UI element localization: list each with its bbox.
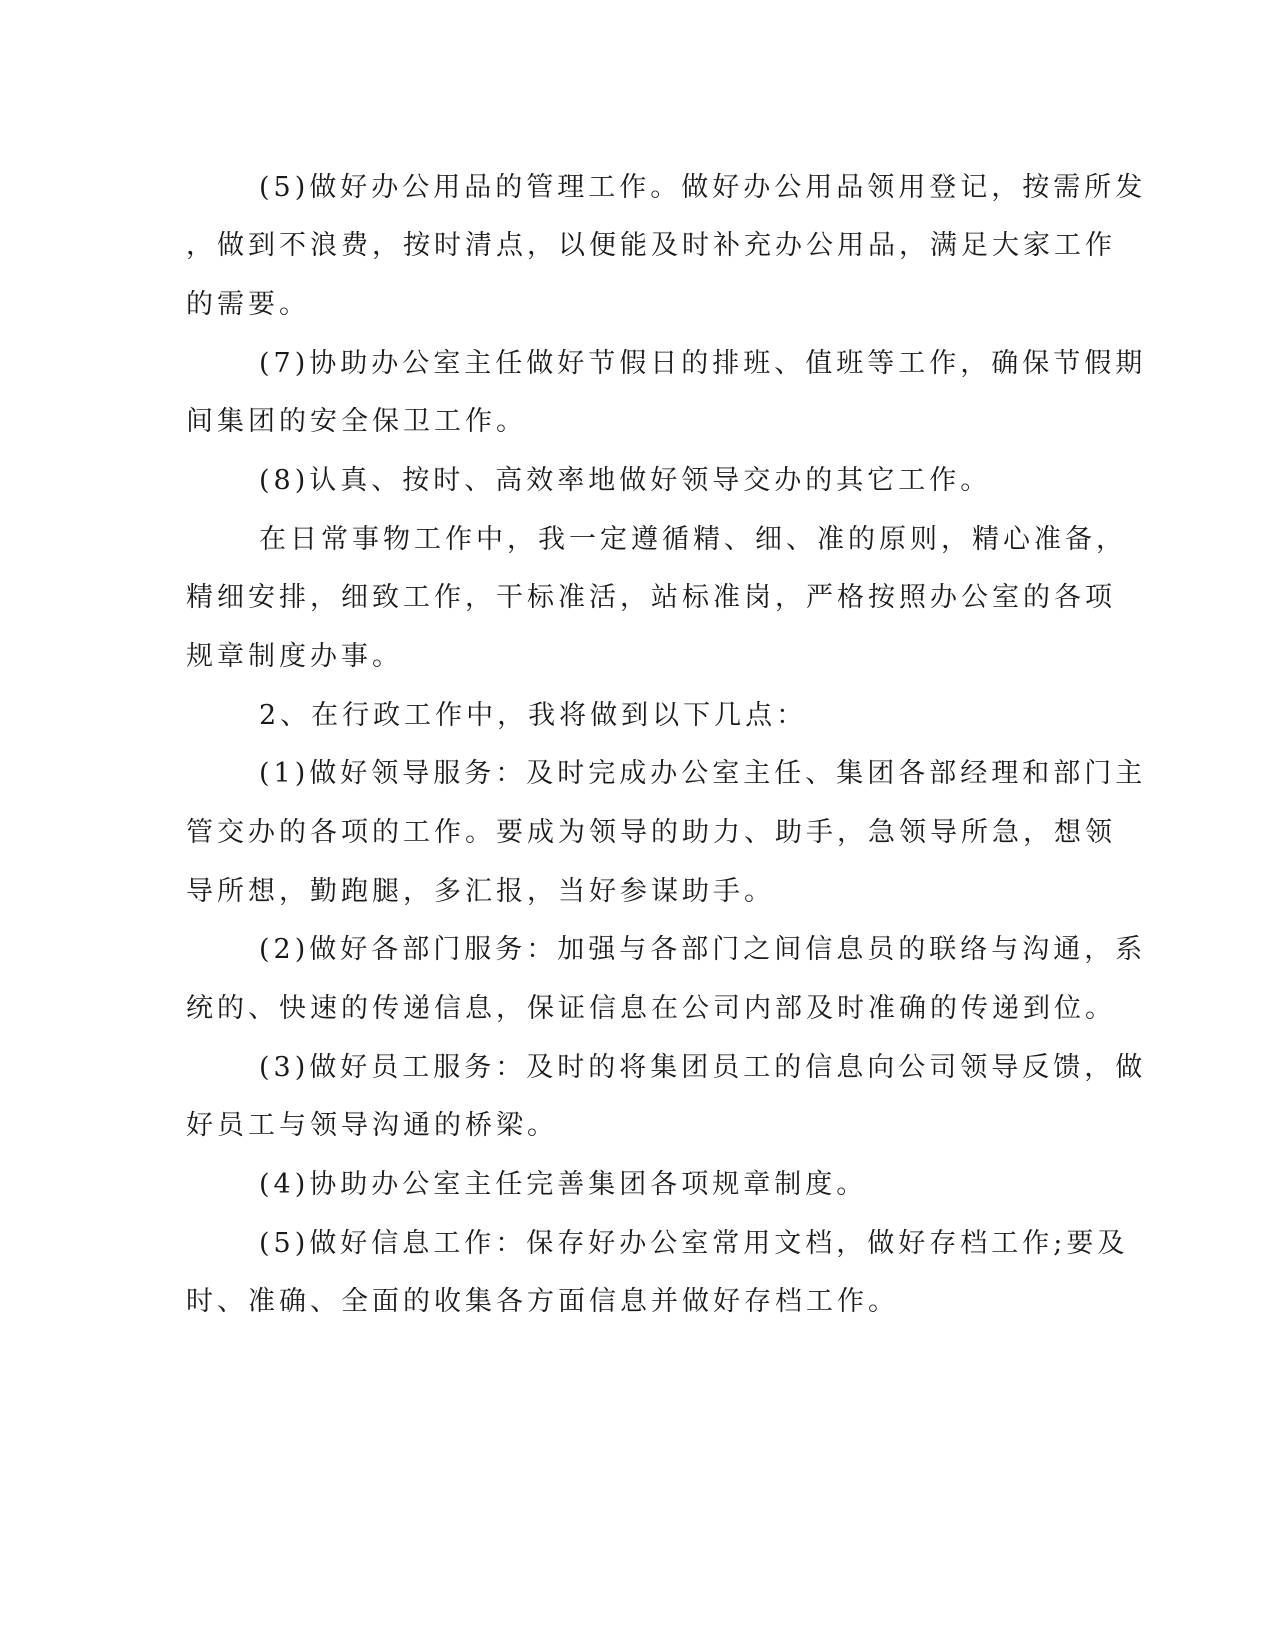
- text-line: (4)协助办公室主任完善集团各项规章制度。: [259, 1169, 868, 1200]
- text-line: (2)做好各部门服务：加强与各部门之间信息员的联络与沟通，系: [259, 934, 1147, 965]
- text-line: 的需要。: [186, 289, 310, 320]
- text-line: (8)认真、按时、高效率地做好领导交办的其它工作。: [259, 465, 992, 496]
- text-line: 精细安排，细致工作，干标准活，站标准岗，严格按照办公室的各项: [186, 582, 1116, 613]
- text-line: (7)协助办公室主任做好节假日的排班、值班等工作，确保节假期: [259, 348, 1147, 379]
- text-line: (1)做好领导服务：及时完成办公室主任、集团各部经理和部门主: [259, 758, 1147, 789]
- text-line: 间集团的安全保卫工作。: [186, 406, 527, 437]
- text-line: 2、在行政工作中，我将做到以下几点：: [259, 700, 808, 731]
- text-line: 管交办的各项的工作。要成为领导的助力、助手，急领导所急，想领: [186, 817, 1116, 848]
- text-line: 规章制度办事。: [186, 641, 403, 672]
- text-line: (3)做好员工服务：及时的将集团员工的信息向公司领导反馈，做: [259, 1052, 1147, 1083]
- text-line: (5)做好办公用品的管理工作。做好办公用品领用登记，按需所发: [259, 172, 1147, 203]
- text-line: 好员工与领导沟通的桥梁。: [186, 1110, 558, 1141]
- text-line: (5)做好信息工作：保存好办公室常用文档，做好存档工作;要及: [259, 1228, 1129, 1259]
- text-line: 统的、快速的传递信息，保证信息在公司内部及时准确的传递到位。: [186, 993, 1116, 1024]
- text-line: ，做到不浪费，按时清点，以便能及时补充办公用品，满足大家工作: [186, 230, 1116, 261]
- text-line: 时、准确、全面的收集各方面信息并做好存档工作。: [186, 1286, 899, 1317]
- text-line: 导所想，勤跑腿，多汇报，当好参谋助手。: [186, 876, 775, 907]
- text-line: 在日常事物工作中，我一定遵循精、细、准的原则，精心准备，: [259, 524, 1127, 555]
